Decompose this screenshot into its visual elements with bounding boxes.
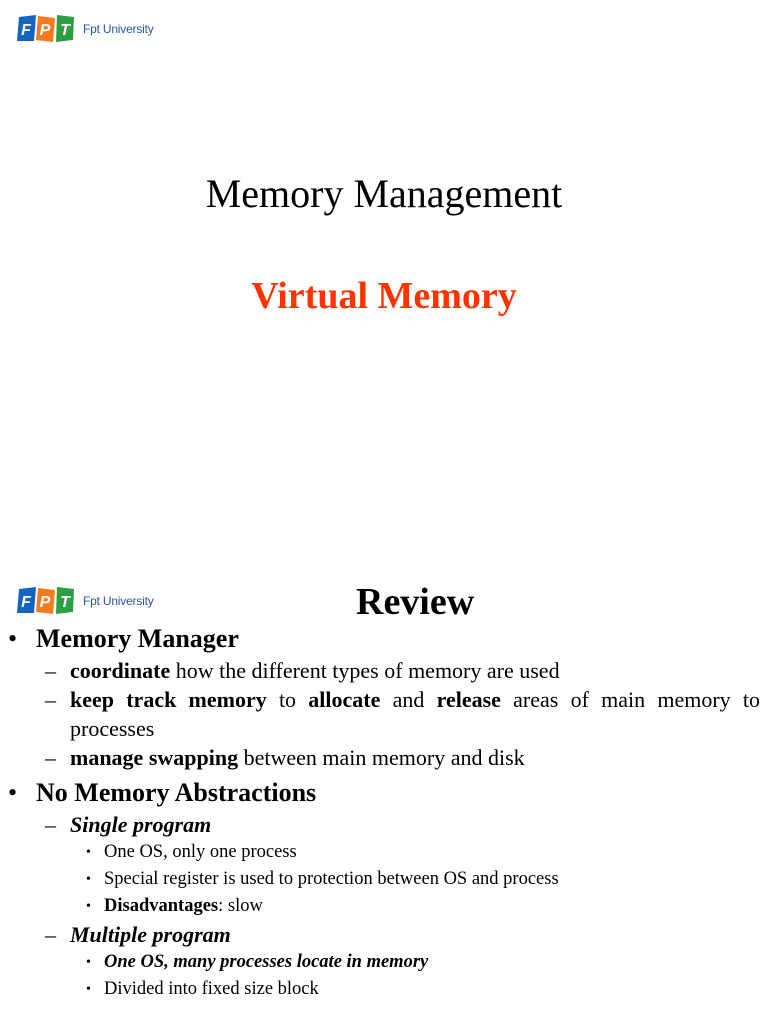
list-item: • One OS, many processes locate in memory (0, 949, 768, 976)
list-item: • Divided into fixed size block (0, 976, 768, 1003)
dash-icon: – (45, 658, 56, 683)
dash-icon: – (45, 922, 56, 947)
bullet-list (0, 622, 768, 1003)
svg-text:T: T (60, 22, 70, 39)
slide-title: Review (356, 581, 475, 623)
list-item: • Special register is used to protection between OS and process (0, 866, 768, 893)
svg-text:P: P (39, 22, 51, 39)
list-item-disadvantages: • Disadvantages: slow (0, 893, 768, 920)
bullet-dot-icon: • (8, 624, 18, 653)
fpt-logo (16, 14, 154, 44)
bullet-dot-icon: • (86, 845, 91, 860)
bullet-dot-icon: • (8, 778, 18, 807)
logo-text: Fpt University (83, 594, 154, 608)
svg-text:T: T (60, 594, 70, 611)
logo-text: Fpt University (83, 22, 154, 36)
dash-icon: – (45, 745, 56, 770)
fpt-logo-icon (16, 586, 78, 616)
fpt-logo (16, 586, 154, 616)
bullet-dot-icon: • (86, 899, 91, 914)
bullet-dot-icon: • (86, 982, 91, 997)
bullet-dot-icon: • (86, 872, 91, 887)
slide-title: Memory Management (205, 171, 563, 216)
sub-bullet-keep-track: – keep track memory to allocate and release areas of main memory to processes (45, 687, 760, 741)
sub-bullet-coordinate: – coordinate how the different types of memory are used (45, 658, 560, 683)
fpt-logo-icon (16, 14, 78, 44)
review-slide (0, 560, 768, 1024)
bullet-no-memory-abstractions: • No Memory Abstractions (0, 776, 768, 810)
dash-icon: – (45, 687, 56, 712)
svg-text:F: F (21, 594, 31, 611)
slide-subtitle: Virtual Memory (251, 275, 517, 317)
sub-bullet-manage-swapping: – manage swapping between main memory and disk (45, 745, 525, 770)
bullet-dot-icon: • (86, 955, 91, 970)
sub-bullet-single-program: – Single program (45, 812, 212, 837)
list-item: • One OS, only one process (0, 839, 768, 866)
svg-text:P: P (39, 594, 51, 611)
svg-text:F: F (21, 22, 31, 39)
bullet-memory-manager: • Memory Manager (0, 622, 768, 656)
dash-icon: – (45, 812, 56, 837)
sub-bullet-multiple-program: – Multiple program (45, 922, 231, 947)
